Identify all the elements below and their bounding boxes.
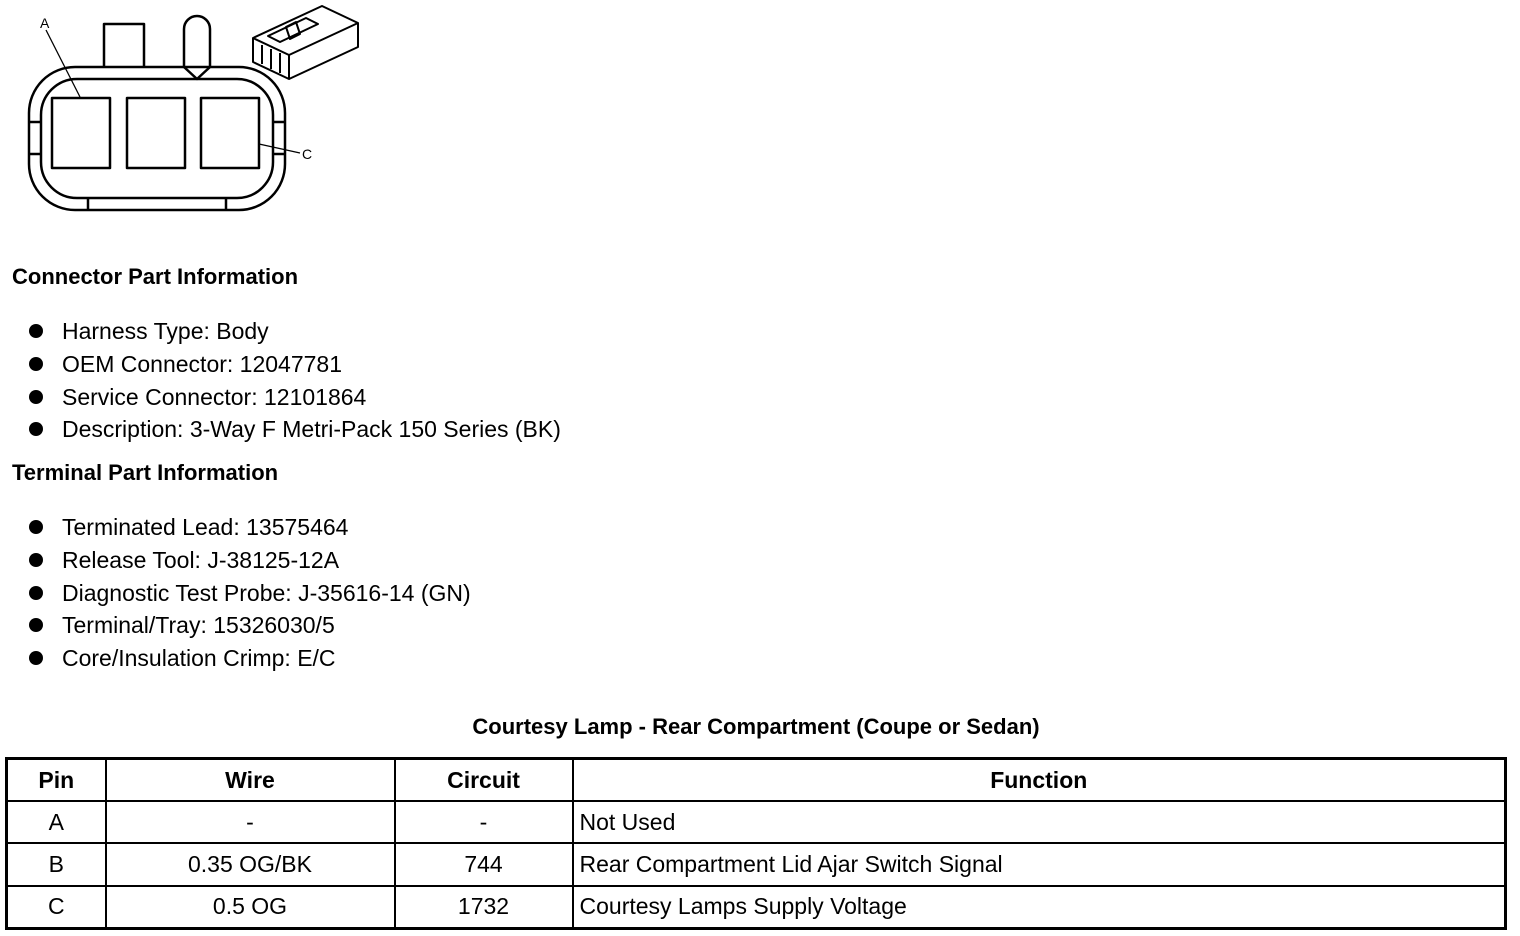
header-pin: Pin	[7, 759, 106, 802]
header-wire: Wire	[106, 759, 395, 802]
header-circuit: Circuit	[395, 759, 573, 802]
bullet-icon	[29, 357, 43, 371]
list-item-text: Diagnostic Test Probe: J-35616-14 (GN)	[62, 579, 471, 606]
terminal-info-list	[0, 512, 471, 676]
bullet-icon	[29, 422, 43, 436]
bullet-icon	[29, 390, 43, 404]
list-item	[0, 643, 471, 676]
list-item	[0, 512, 471, 545]
bullet-icon	[29, 520, 43, 534]
table-row	[7, 886, 1506, 929]
cell-function: Not Used	[573, 801, 1506, 843]
pin-table	[5, 757, 1507, 930]
connector-thumbnail	[253, 6, 358, 79]
list-item	[0, 610, 471, 643]
terminal-part-info-heading: Terminal Part Information	[12, 460, 279, 485]
pin-a-cavity	[52, 98, 110, 168]
list-item-text: Terminated Lead: 13575464	[62, 514, 349, 540]
pin-c-label: C	[302, 146, 313, 162]
cell-function: Courtesy Lamps Supply Voltage	[573, 886, 1506, 929]
locking-tab	[104, 24, 144, 67]
bullet-icon	[29, 324, 43, 338]
table-row	[7, 843, 1506, 885]
cell-pin: B	[7, 843, 106, 885]
cell-pin: C	[7, 886, 106, 929]
list-item	[0, 316, 561, 349]
table-header-row	[7, 759, 1506, 802]
bullet-icon	[29, 618, 43, 632]
cell-circuit: 1732	[395, 886, 573, 929]
pin-c-cavity	[201, 98, 259, 168]
table-row	[7, 801, 1506, 843]
connector-info-list	[0, 316, 561, 447]
bullet-icon	[29, 553, 43, 567]
cell-circuit: -	[395, 801, 573, 843]
list-item	[0, 382, 561, 415]
cell-wire: -	[106, 801, 395, 843]
connector-part-info-heading: Connector Part Information	[12, 264, 299, 289]
polarizing-key	[184, 16, 210, 79]
pin-b-cavity	[127, 98, 185, 168]
list-item	[0, 545, 471, 578]
list-item-text: Description: 3-Way F Metri-Pack 150 Series (BK)	[62, 416, 561, 443]
list-item-text: Terminal/Tray: 15326030/5	[62, 612, 335, 639]
cell-function: Rear Compartment Lid Ajar Switch Signal	[573, 843, 1506, 885]
list-item-text: Core/Insulation Crimp: E/C	[62, 645, 336, 672]
cell-wire: 0.35 OG/BK	[106, 843, 395, 885]
list-item-text: Service Connector: 12101864	[62, 383, 367, 410]
cell-circuit: 744	[395, 843, 573, 885]
pin-table-title: Courtesy Lamp - Rear Compartment (Coupe or Sedan)	[472, 714, 1040, 739]
list-item	[0, 349, 561, 382]
list-item	[0, 414, 561, 447]
header-function: Function	[573, 759, 1506, 802]
bullet-icon	[29, 651, 43, 665]
cell-pin: A	[7, 801, 106, 843]
list-item-text: OEM Connector: 12047781	[62, 350, 343, 377]
cell-wire: 0.5 OG	[106, 886, 395, 929]
bullet-icon	[29, 586, 43, 600]
pin-a-label: A	[40, 15, 50, 31]
list-item	[0, 578, 471, 611]
list-item-text: Release Tool: J-38125-12A	[62, 546, 340, 573]
connector-outer-shell	[29, 67, 285, 210]
connector-diagram	[0, 0, 380, 225]
list-item-text: Harness Type: Body	[62, 318, 269, 344]
